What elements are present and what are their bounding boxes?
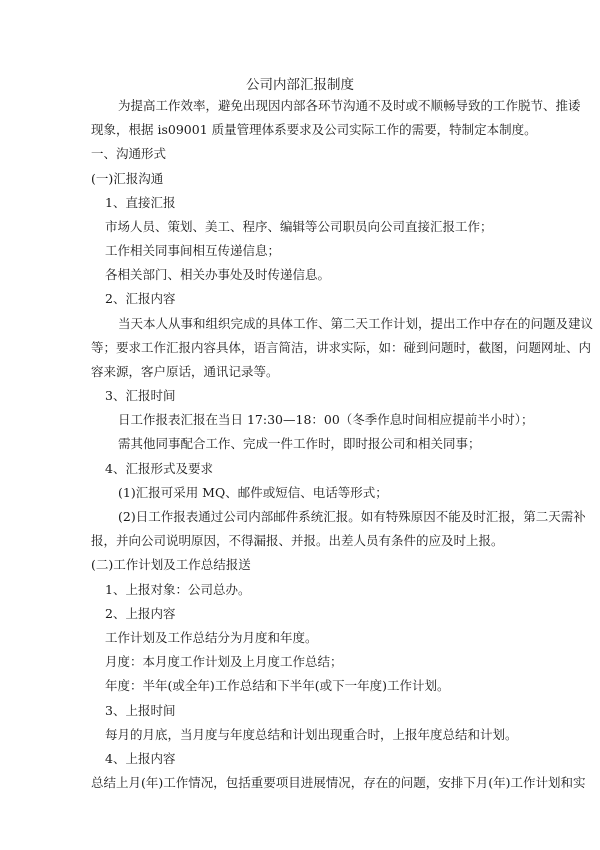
body-line: 总结上月(年)工作情况，包括重要项目进展情况，存在的问题，安排下月(年)工作计划和实	[91, 775, 586, 790]
body-line: 每月的月底，当月度与年度总结和计划出现重合时，上报年度总结和计划。	[105, 727, 518, 742]
section-heading: 一、沟通形式	[91, 146, 167, 161]
body-line: 月度：本月度工作计划及上月度工作总结；	[105, 654, 343, 669]
body-line: 各相关部门、相关办事处及时传递信息。	[105, 267, 331, 282]
intro-line-2: 现象，根据 is09001 质量管理体系要求及公司实际工作的需要，特制定本制度。	[91, 122, 537, 137]
intro-line-1: 为提高工作效率，避免出现因内部各环节沟通不及时或不顺畅导致的工作脱节、推诿	[118, 98, 581, 113]
body-line: (1)汇报可采用 MQ、邮件或短信、电话等形式；	[118, 485, 388, 500]
item-heading: 2、汇报内容	[105, 291, 176, 306]
body-line: 容来源，客户原话，通讯记录等。	[91, 364, 279, 379]
item-heading: 4、汇报形式及要求	[105, 461, 213, 476]
item-heading: 3、上报时间	[105, 703, 176, 718]
item-heading: 3、汇报时间	[105, 388, 176, 403]
body-line: 日工作报表汇报在当日 17:30—18：00（冬季作息时间相应提前半小时）；	[118, 412, 534, 427]
body-line: 等；要求工作汇报内容具体，语言简洁，讲求实际，如：碰到问题时，截图，问题网址、内	[91, 340, 592, 355]
item-heading: 2、上报内容	[105, 606, 176, 621]
body-line: 报，并向公司说明原因，不得漏报、并报。出差人员有条件的应及时上报。	[91, 533, 504, 548]
item-heading: 1、直接汇报	[105, 195, 176, 210]
body-line: 市场人员、策划、美工、程序、编辑等公司职员向公司直接汇报工作；	[105, 219, 493, 234]
subsection-heading: (二)工作计划及工作总结报送	[91, 557, 251, 572]
body-line: (2)日工作报表通过公司内部邮件系统汇报。如有特殊原因不能及时汇报，第二天需补	[118, 509, 586, 524]
body-line: 当天本人从事和组织完成的具体工作、第二天工作计划，提出工作中存在的问题及建议	[118, 316, 594, 331]
item-heading: 1、上报对象：公司总办。	[105, 582, 251, 597]
body-line: 工作计划及工作总结分为月度和年度。	[105, 630, 318, 645]
subsection-heading: (一)汇报沟通	[91, 171, 164, 186]
document-title: 公司内部汇报制度	[246, 77, 354, 93]
body-line: 年度：半年(或全年)工作总结和下半年(或下一年度)工作计划。	[105, 678, 450, 693]
body-line: 需其他同事配合工作、完成一件工作时，即时报公司和相关同事；	[118, 436, 481, 451]
item-heading: 4、上报内容	[105, 751, 176, 766]
body-line: 工作相关同事间相互传递信息；	[105, 243, 281, 258]
